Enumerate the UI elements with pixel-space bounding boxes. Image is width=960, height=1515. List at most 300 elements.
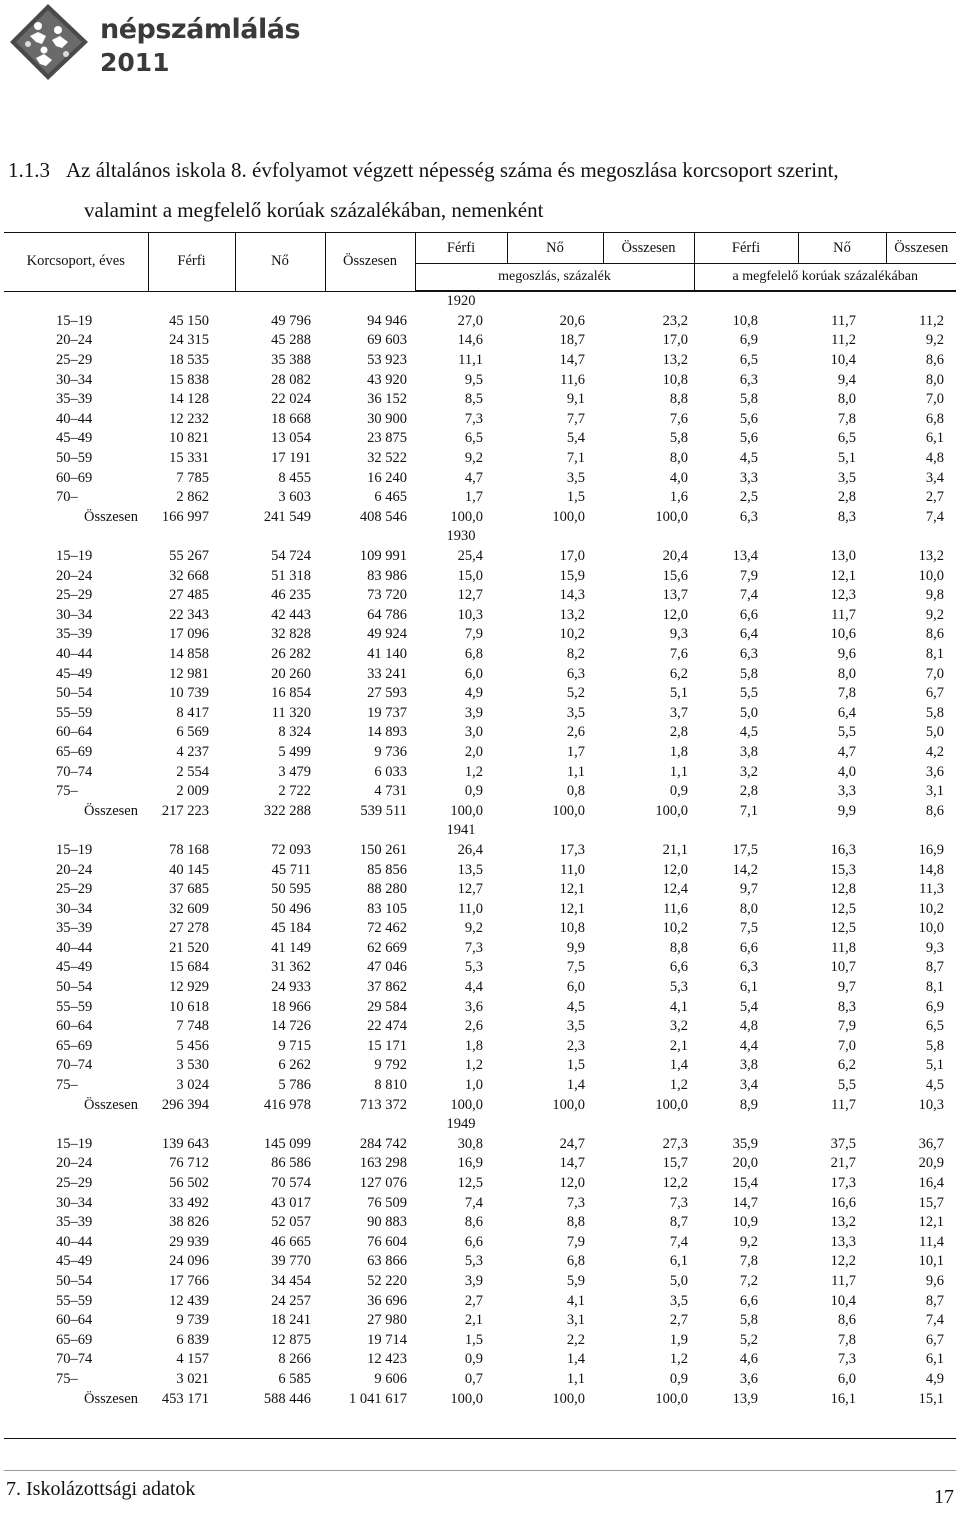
- age-group-cell: 60–64: [56, 724, 93, 741]
- value-cell: 1,7: [566, 743, 585, 760]
- value-cell: 56 502: [169, 1175, 209, 1192]
- value-cell: 28 082: [271, 371, 311, 388]
- value-cell: 32 668: [169, 567, 209, 584]
- header-female-pct: Nő: [798, 233, 886, 264]
- table-row: [4, 743, 956, 763]
- value-cell: 10,0: [918, 920, 944, 937]
- value-cell: 4,4: [739, 1037, 758, 1054]
- value-cell: 42 443: [271, 606, 311, 623]
- value-cell: 6,6: [739, 1292, 758, 1309]
- value-cell: 7,8: [837, 410, 856, 427]
- value-cell: 6,5: [739, 352, 758, 369]
- year-heading: 1930: [446, 528, 476, 545]
- value-cell: 11,6: [560, 371, 585, 388]
- value-cell: 10,8: [732, 312, 758, 329]
- value-cell: 20,6: [559, 312, 585, 329]
- value-cell: 15 838: [169, 371, 209, 388]
- value-cell: 2,7: [669, 1312, 688, 1329]
- value-cell: 33 241: [367, 665, 407, 682]
- age-group-cell: 15–19: [56, 1135, 93, 1152]
- value-cell: 7,4: [669, 1233, 688, 1250]
- value-cell: 4,4: [464, 979, 483, 996]
- value-cell: 7,3: [837, 1351, 856, 1368]
- value-cell: 21,1: [662, 841, 688, 858]
- value-cell: 27,3: [662, 1135, 688, 1152]
- value-cell: 27 980: [367, 1312, 407, 1329]
- value-cell: 7,1: [566, 450, 585, 467]
- year-heading: 1941: [446, 822, 476, 839]
- value-cell: 13,9: [732, 1390, 758, 1407]
- table-row: [4, 508, 956, 528]
- value-cell: 4,5: [739, 724, 758, 741]
- value-cell: 18 241: [271, 1312, 311, 1329]
- value-cell: 8,3: [837, 998, 856, 1015]
- value-cell: 100,0: [655, 802, 688, 819]
- value-cell: 24 933: [271, 979, 311, 996]
- age-group-cell: 25–29: [56, 352, 93, 369]
- value-cell: 1,8: [464, 1037, 483, 1054]
- value-cell: 49 796: [271, 312, 311, 329]
- value-cell: 3,2: [739, 763, 758, 780]
- value-cell: 36 152: [367, 391, 407, 408]
- value-cell: 2 009: [176, 783, 209, 800]
- value-cell: 12 232: [169, 410, 209, 427]
- table-bottom-rule: [4, 1438, 956, 1439]
- value-cell: 713 372: [359, 1096, 407, 1113]
- value-cell: 3 479: [278, 763, 311, 780]
- value-cell: 5,8: [925, 704, 944, 721]
- age-group-cell: 35–39: [56, 391, 93, 408]
- value-cell: 10,3: [918, 1096, 944, 1113]
- value-cell: 6,1: [925, 1351, 944, 1368]
- value-cell: 35,9: [732, 1135, 758, 1152]
- table-row: [4, 762, 956, 782]
- value-cell: 8,0: [837, 391, 856, 408]
- value-cell: 6,6: [464, 1233, 483, 1250]
- value-cell: 10 739: [169, 685, 209, 702]
- value-cell: 12,2: [830, 1253, 856, 1270]
- age-group-cell: 15–19: [56, 548, 93, 565]
- value-cell: 4,9: [925, 1370, 944, 1387]
- value-cell: 5,6: [739, 430, 758, 447]
- age-group-cell: 50–54: [56, 685, 93, 702]
- value-cell: 9,6: [925, 1272, 944, 1289]
- age-group-cell: 35–39: [56, 1214, 93, 1231]
- value-cell: 1,2: [464, 1057, 483, 1074]
- value-cell: 0,9: [464, 783, 483, 800]
- value-cell: 10 618: [169, 998, 209, 1015]
- value-cell: 14 858: [169, 645, 209, 662]
- table-row: [4, 449, 956, 469]
- value-cell: 9,4: [837, 371, 856, 388]
- table-row: [4, 1056, 956, 1076]
- value-cell: 284 742: [359, 1135, 407, 1152]
- value-cell: 8,6: [925, 802, 944, 819]
- value-cell: 29 939: [169, 1233, 209, 1250]
- title-line-1: Az általános iskola 8. évfolyamot végzett népesség száma és megoszlása korcsoport szerint,: [66, 158, 839, 182]
- value-cell: 20,4: [662, 548, 688, 565]
- value-cell: 1,4: [669, 1057, 688, 1074]
- value-cell: 296 394: [161, 1096, 209, 1113]
- value-cell: 8 324: [278, 724, 311, 741]
- value-cell: 4,1: [669, 998, 688, 1015]
- value-cell: 11,2: [831, 332, 856, 349]
- value-cell: 7 748: [176, 1018, 209, 1035]
- value-cell: 2 722: [278, 783, 311, 800]
- value-cell: 18 535: [169, 352, 209, 369]
- age-group-cell: 30–34: [56, 900, 93, 917]
- value-cell: 1,9: [669, 1331, 688, 1348]
- age-group-cell: 30–34: [56, 371, 93, 388]
- value-cell: 8,0: [837, 665, 856, 682]
- header-group-distribution: megoszlás, százalék: [415, 264, 694, 291]
- value-cell: 15,7: [918, 1194, 944, 1211]
- value-cell: 12 439: [169, 1292, 209, 1309]
- value-cell: 9,2: [464, 450, 483, 467]
- value-cell: 69 603: [367, 332, 407, 349]
- table-row: [4, 958, 956, 978]
- value-cell: 8,6: [837, 1312, 856, 1329]
- value-cell: 9,8: [925, 587, 944, 604]
- value-cell: 3,4: [925, 469, 944, 486]
- value-cell: 6,1: [669, 1253, 688, 1270]
- value-cell: 9 736: [374, 743, 407, 760]
- value-cell: 11,7: [831, 606, 856, 623]
- table-row: [4, 488, 956, 508]
- age-group-cell: 30–34: [56, 1194, 93, 1211]
- page-number: 17: [934, 1486, 954, 1508]
- value-cell: 5,0: [739, 704, 758, 721]
- value-cell: 32 609: [169, 900, 209, 917]
- value-cell: 453 171: [161, 1390, 209, 1407]
- value-cell: 12,8: [830, 881, 856, 898]
- value-cell: 7,5: [566, 959, 585, 976]
- value-cell: 27 278: [169, 920, 209, 937]
- value-cell: 6,8: [925, 410, 944, 427]
- age-group-cell: 60–64: [56, 1018, 93, 1035]
- value-cell: 1,2: [464, 763, 483, 780]
- value-cell: 19 714: [367, 1331, 407, 1348]
- value-cell: 9,7: [739, 881, 758, 898]
- value-cell: 1,5: [566, 489, 585, 506]
- age-group-cell: 70–74: [56, 763, 93, 780]
- value-cell: 4,2: [925, 743, 944, 760]
- value-cell: 24 096: [169, 1253, 209, 1270]
- value-cell: 10,2: [662, 920, 688, 937]
- year-heading: 1920: [446, 293, 476, 310]
- value-cell: 8 417: [176, 704, 209, 721]
- value-cell: 3,5: [669, 1292, 688, 1309]
- value-cell: 2,8: [669, 724, 688, 741]
- value-cell: 3,4: [739, 1077, 758, 1094]
- value-cell: 8 810: [374, 1077, 407, 1094]
- value-cell: 30,8: [457, 1135, 483, 1152]
- table-row: [4, 1272, 956, 1292]
- age-group-cell: 40–44: [56, 645, 93, 662]
- value-cell: 11 320: [271, 704, 311, 721]
- value-cell: 17,5: [732, 841, 758, 858]
- value-cell: 100,0: [552, 508, 585, 525]
- age-group-cell: 45–49: [56, 1253, 93, 1270]
- value-cell: 3 530: [176, 1057, 209, 1074]
- value-cell: 17 766: [169, 1272, 209, 1289]
- value-cell: 3,6: [925, 763, 944, 780]
- value-cell: 416 978: [263, 1096, 311, 1113]
- footer-divider: [4, 1470, 956, 1471]
- value-cell: 1,0: [464, 1077, 483, 1094]
- table-row: [4, 1350, 956, 1370]
- value-cell: 12,7: [457, 587, 483, 604]
- value-cell: 9,7: [837, 979, 856, 996]
- value-cell: 14,8: [918, 861, 944, 878]
- value-cell: 5,1: [837, 450, 856, 467]
- value-cell: 3,3: [837, 783, 856, 800]
- table-row: [4, 1135, 956, 1155]
- value-cell: 18 668: [271, 410, 311, 427]
- value-cell: 7,4: [925, 508, 944, 525]
- value-cell: 9 792: [374, 1057, 407, 1074]
- value-cell: 100,0: [450, 1096, 483, 1113]
- value-cell: 54 724: [271, 548, 311, 565]
- value-cell: 100,0: [655, 508, 688, 525]
- value-cell: 36,7: [918, 1135, 944, 1152]
- value-cell: 76 604: [367, 1233, 407, 1250]
- value-cell: 8,6: [925, 352, 944, 369]
- value-cell: 83 105: [367, 900, 407, 917]
- value-cell: 8,0: [739, 900, 758, 917]
- value-cell: 100,0: [655, 1096, 688, 1113]
- age-group-cell: Összesen: [84, 802, 138, 819]
- logo-name: népszámlálás: [100, 14, 301, 45]
- value-cell: 2,8: [739, 783, 758, 800]
- value-cell: 6,5: [925, 1018, 944, 1035]
- value-cell: 1,5: [566, 1057, 585, 1074]
- age-group-cell: 55–59: [56, 704, 93, 721]
- value-cell: 3,8: [739, 1057, 758, 1074]
- age-group-cell: Összesen: [84, 508, 138, 525]
- value-cell: 12,7: [457, 881, 483, 898]
- table-body: [4, 292, 956, 1409]
- value-cell: 10,4: [830, 1292, 856, 1309]
- value-cell: 16,9: [918, 841, 944, 858]
- value-cell: 6,1: [925, 430, 944, 447]
- value-cell: 51 318: [271, 567, 311, 584]
- table-row: [4, 703, 956, 723]
- value-cell: 30 900: [367, 410, 407, 427]
- age-group-cell: 65–69: [56, 1331, 93, 1348]
- value-cell: 12,5: [830, 900, 856, 917]
- value-cell: 4,8: [739, 1018, 758, 1035]
- value-cell: 10 821: [169, 430, 209, 447]
- value-cell: 20,0: [732, 1155, 758, 1172]
- value-cell: 6,4: [739, 626, 758, 643]
- value-cell: 9,5: [464, 371, 483, 388]
- value-cell: 4,8: [925, 450, 944, 467]
- value-cell: 88 280: [367, 881, 407, 898]
- value-cell: 2,6: [464, 1018, 483, 1035]
- value-cell: 5,3: [464, 959, 483, 976]
- value-cell: 17,3: [559, 841, 585, 858]
- value-cell: 2,1: [464, 1312, 483, 1329]
- value-cell: 4,5: [925, 1077, 944, 1094]
- value-cell: 76 712: [169, 1155, 209, 1172]
- value-cell: 2,8: [837, 489, 856, 506]
- value-cell: 52 220: [367, 1272, 407, 1289]
- value-cell: 27,0: [457, 312, 483, 329]
- value-cell: 16,9: [457, 1155, 483, 1172]
- value-cell: 62 669: [367, 939, 407, 956]
- table-row: [4, 1389, 956, 1409]
- age-group-cell: 65–69: [56, 743, 93, 760]
- value-cell: 3,6: [739, 1370, 758, 1387]
- value-cell: 26,4: [457, 841, 483, 858]
- value-cell: 4,0: [669, 469, 688, 486]
- value-cell: 14,3: [559, 587, 585, 604]
- value-cell: 0,9: [669, 1370, 688, 1387]
- value-cell: 8,0: [925, 371, 944, 388]
- table-row: [4, 390, 956, 410]
- value-cell: 11,7: [831, 312, 856, 329]
- value-cell: 13,4: [732, 548, 758, 565]
- value-cell: 17,0: [559, 548, 585, 565]
- value-cell: 15,9: [559, 567, 585, 584]
- value-cell: 5,8: [739, 1312, 758, 1329]
- value-cell: 3,6: [464, 998, 483, 1015]
- value-cell: 6 585: [278, 1370, 311, 1387]
- value-cell: 43 017: [271, 1194, 311, 1211]
- value-cell: 22 343: [169, 606, 209, 623]
- table-row: [4, 331, 956, 351]
- value-cell: 32 522: [367, 450, 407, 467]
- value-cell: 5,4: [566, 430, 585, 447]
- value-cell: 166 997: [161, 508, 209, 525]
- value-cell: 52 057: [271, 1214, 311, 1231]
- value-cell: 6,2: [669, 665, 688, 682]
- age-group-cell: 70–74: [56, 1351, 93, 1368]
- value-cell: 7 785: [176, 469, 209, 486]
- value-cell: 6,6: [739, 939, 758, 956]
- value-cell: 45 711: [271, 861, 311, 878]
- value-cell: 55 267: [169, 548, 209, 565]
- value-cell: 3,9: [464, 1272, 483, 1289]
- header-age: Korcsoport, éves: [4, 233, 148, 291]
- value-cell: 78 168: [169, 841, 209, 858]
- value-cell: 12,4: [662, 881, 688, 898]
- table-row: [4, 1017, 956, 1037]
- value-cell: 9 739: [176, 1312, 209, 1329]
- value-cell: 50 496: [271, 900, 311, 917]
- value-cell: 19 737: [367, 704, 407, 721]
- value-cell: 64 786: [367, 606, 407, 623]
- header-total-count: Összesen: [325, 233, 415, 291]
- value-cell: 14,6: [457, 332, 483, 349]
- table-row: [4, 410, 956, 430]
- value-cell: 23,2: [662, 312, 688, 329]
- value-cell: 7,1: [739, 802, 758, 819]
- value-cell: 3,5: [566, 469, 585, 486]
- value-cell: 1,4: [566, 1077, 585, 1094]
- value-cell: 13,2: [830, 1214, 856, 1231]
- value-cell: 163 298: [359, 1155, 407, 1172]
- value-cell: 2 554: [176, 763, 209, 780]
- value-cell: 6,8: [566, 1253, 585, 1270]
- value-cell: 10,8: [662, 371, 688, 388]
- value-cell: 5,0: [669, 1272, 688, 1289]
- value-cell: 90 883: [367, 1214, 407, 1231]
- value-cell: 408 546: [359, 508, 407, 525]
- age-group-cell: 15–19: [56, 841, 93, 858]
- value-cell: 6,6: [739, 606, 758, 623]
- value-cell: 4,7: [464, 469, 483, 486]
- value-cell: 12 929: [169, 979, 209, 996]
- table-row: [4, 1330, 956, 1350]
- value-cell: 5,3: [464, 1253, 483, 1270]
- value-cell: 12,5: [830, 920, 856, 937]
- value-cell: 6,3: [566, 665, 585, 682]
- value-cell: 7,0: [925, 391, 944, 408]
- value-cell: 6,3: [739, 371, 758, 388]
- value-cell: 7,6: [669, 645, 688, 662]
- census-logo: [8, 2, 308, 84]
- value-cell: 3,3: [739, 469, 758, 486]
- value-cell: 11,7: [831, 1096, 856, 1113]
- value-cell: 18 966: [271, 998, 311, 1015]
- value-cell: 12 875: [271, 1331, 311, 1348]
- value-cell: 11,4: [919, 1233, 944, 1250]
- value-cell: 7,3: [464, 410, 483, 427]
- value-cell: 14,7: [732, 1194, 758, 1211]
- value-cell: 6,6: [669, 959, 688, 976]
- value-cell: 4 731: [374, 783, 407, 800]
- value-cell: 100,0: [552, 1390, 585, 1407]
- table-row: [4, 606, 956, 626]
- value-cell: 7,4: [464, 1194, 483, 1211]
- age-group-cell: 45–49: [56, 665, 93, 682]
- value-cell: 16,4: [918, 1175, 944, 1192]
- value-cell: 100,0: [450, 802, 483, 819]
- data-table: [4, 232, 956, 1409]
- table-title: [8, 150, 958, 230]
- value-cell: 2,7: [925, 489, 944, 506]
- value-cell: 15 171: [367, 1037, 407, 1054]
- value-cell: 5 786: [278, 1077, 311, 1094]
- value-cell: 5,2: [739, 1331, 758, 1348]
- value-cell: 6,5: [464, 430, 483, 447]
- census-logo-emblem: [8, 2, 92, 82]
- table-row: [4, 547, 956, 567]
- value-cell: 7,3: [464, 939, 483, 956]
- value-cell: 16,3: [830, 841, 856, 858]
- value-cell: 2 862: [176, 489, 209, 506]
- value-cell: 4,7: [837, 743, 856, 760]
- value-cell: 8 455: [278, 469, 311, 486]
- value-cell: 18,7: [559, 332, 585, 349]
- value-cell: 3,8: [739, 743, 758, 760]
- value-cell: 7,7: [566, 410, 585, 427]
- age-group-cell: 60–69: [56, 469, 93, 486]
- value-cell: 4,5: [566, 998, 585, 1015]
- value-cell: 13,7: [662, 587, 688, 604]
- value-cell: 23 875: [367, 430, 407, 447]
- age-group-cell: Összesen: [84, 1390, 138, 1407]
- value-cell: 1,2: [669, 1077, 688, 1094]
- value-cell: 150 261: [359, 841, 407, 858]
- value-cell: 8,1: [925, 979, 944, 996]
- logo-year: 2011: [100, 48, 170, 77]
- value-cell: 14 893: [367, 724, 407, 741]
- value-cell: 241 549: [263, 508, 311, 525]
- value-cell: 9,6: [837, 645, 856, 662]
